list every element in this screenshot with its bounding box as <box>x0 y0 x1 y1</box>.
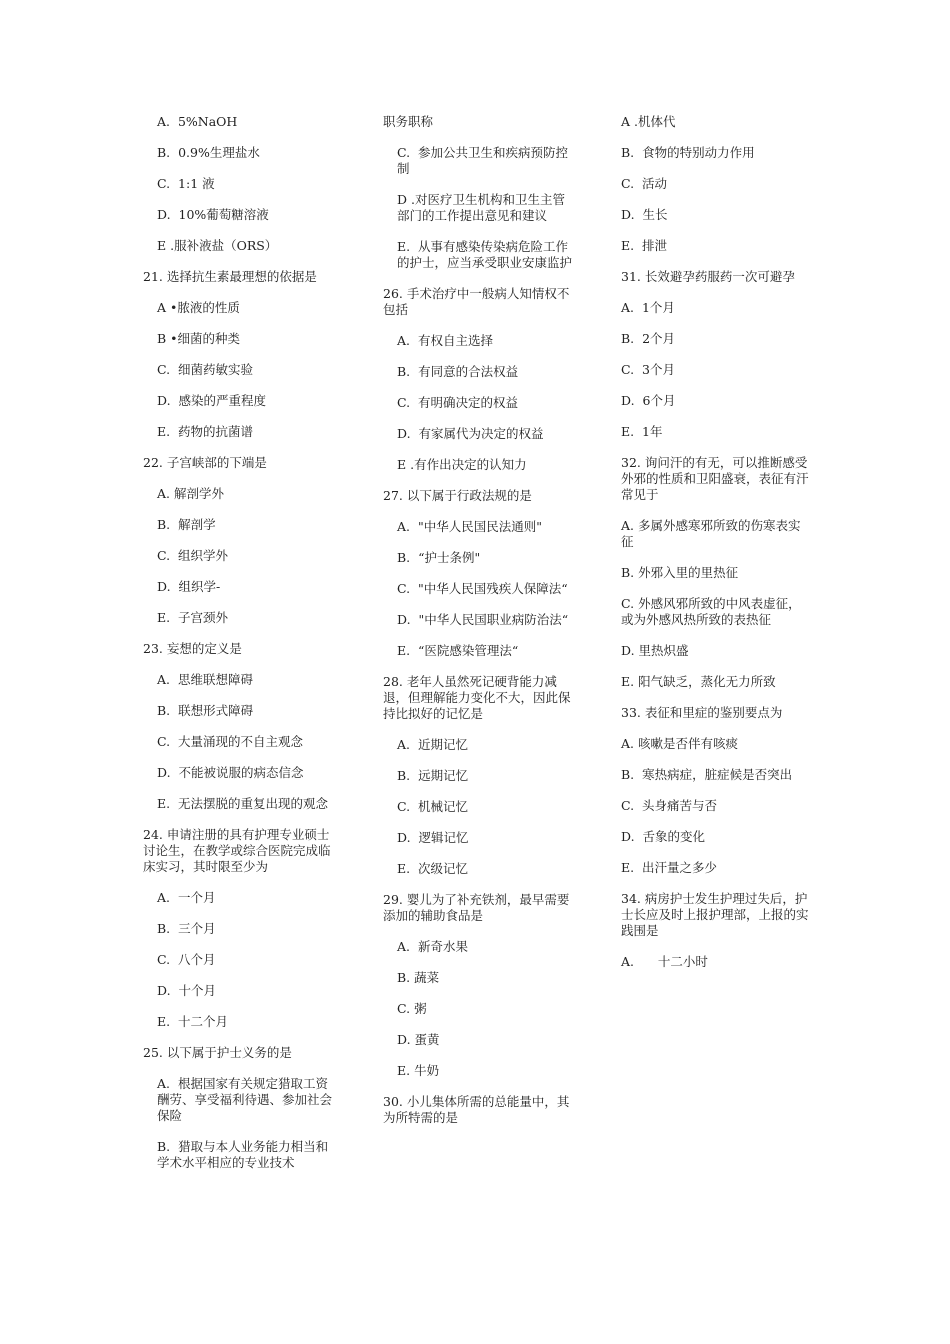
answer-option: B. 三个月 <box>157 921 216 936</box>
question-text: E. 阳气缺乏，蒸化无力所致 <box>621 674 776 689</box>
column-right <box>621 114 811 985</box>
answer-option: B. 远期记忆 <box>397 768 469 783</box>
question-text: A .机体代 <box>621 114 676 129</box>
answer-option: A. 有权自主选择 <box>397 333 493 348</box>
answer-option: E .服补液盐（ORS） <box>157 238 278 253</box>
answer-option: C. 大量涌现的不自主观念 <box>157 734 304 749</box>
question-text: E. 出汗量之多少 <box>621 860 718 875</box>
answer-option: D. 组织学- <box>157 579 221 594</box>
question-text: A. 十二小时 <box>621 954 708 969</box>
answer-option: B. 联想形式障碍 <box>157 703 254 718</box>
question-text: 30. 小儿集体所需的总能量中，其为所特需的是 <box>383 1094 570 1125</box>
question-text: D. 6个月 <box>621 393 676 408</box>
question-text: B. 外邪入里的里热征 <box>621 565 739 580</box>
answer-option: E .有作出决定的认知力 <box>397 457 527 472</box>
answer-option: E. 药物的抗菌谱 <box>157 424 254 439</box>
question-text: 27. 以下属于行政法规的是 <box>383 488 532 503</box>
answer-option: C. 组织学外 <box>157 548 229 563</box>
question-text: C. 头身痛苦与否 <box>621 798 718 813</box>
answer-option: D. "中华人民国职业病防治法“ <box>397 612 569 627</box>
answer-option: A. 5%NaOH <box>157 114 238 129</box>
answer-option: C. "中华人民国残疾人保障法“ <box>397 581 568 596</box>
answer-option: C. 机械记忆 <box>397 799 469 814</box>
answer-option: B. 蔬菜 <box>397 970 440 985</box>
question-text: C. 活动 <box>621 176 668 191</box>
answer-option: E. 次级记忆 <box>397 861 469 876</box>
question-text: 25. 以下属于护士义务的是 <box>143 1045 292 1060</box>
question-text: E. 1年 <box>621 424 663 439</box>
column-left <box>143 114 333 1186</box>
question-text: B. 寒热病症，脏症候是否突出 <box>621 767 793 782</box>
question-text: D. 里热炽盛 <box>621 643 689 658</box>
question-text: B. 食物的特别动力作用 <box>621 145 755 160</box>
column-middle <box>383 114 573 1141</box>
question-text: E. 排泄 <box>621 238 668 253</box>
answer-option: A. 一个月 <box>157 890 216 905</box>
question-text: 23. 妄想的定义是 <box>143 641 242 656</box>
answer-option: B. 有同意的合法权益 <box>397 364 519 379</box>
answer-option: A. 思维联想障碍 <box>157 672 253 687</box>
answer-option: C. 参加公共卫生和疾病预防控制 <box>397 145 569 176</box>
answer-option: B. “护士条例" <box>397 550 481 565</box>
answer-option: D. 感染的严重程度 <box>157 393 266 408</box>
answer-option: B. 解剖学 <box>157 517 216 532</box>
answer-option: E. “医院感染管理法“ <box>397 643 519 658</box>
answer-option: D. 10%葡萄糖溶液 <box>157 207 269 222</box>
answer-option: D. 蛋黄 <box>397 1032 440 1047</box>
answer-option: A. 新奇水果 <box>397 939 468 954</box>
question-text: 24. 申请注册的具有护理专业硕士讨论生，在教学或综合医院完成临床实习，其时限至少为 <box>143 827 331 874</box>
answer-option: B. 猎取与本人业务能力相当和学术水平相应的专业技术 <box>157 1139 329 1170</box>
question-text: D. 生长 <box>621 207 668 222</box>
question-text: D. 舌象的变化 <box>621 829 705 844</box>
answer-option: D .对医疗卫生机构和卫生主管部门的工作提出意见和建议 <box>397 192 565 223</box>
question-text: 32. 询问汗的有无，可以推断感受外邪的性质和卫阳盛衰，表征有汗常见于 <box>621 455 809 502</box>
answer-option: A. 根据国家有关规定猎取工资酬劳、享受福利待遇、参加社会保险 <box>157 1076 333 1123</box>
answer-option: E. 从事有感染传染病危险工作的护士，应当承受职业安康监护 <box>397 239 573 270</box>
question-text: B. 2个月 <box>621 331 676 346</box>
answer-option: A. "中华人民国民法通则" <box>397 519 542 534</box>
answer-option: E. 无法摆脱的重复出现的观念 <box>157 796 329 811</box>
question-text: 职务职称 <box>383 114 434 129</box>
question-text: 34. 病房护士发生护理过失后，护士长应及时上报护理部，上报的实践围是 <box>621 891 809 938</box>
answer-option: C. 细菌药敏实验 <box>157 362 254 377</box>
answer-option: D. 不能被说服的病态信念 <box>157 765 304 780</box>
answer-option: A. 解剖学外 <box>157 486 224 501</box>
answer-option: C. 八个月 <box>157 952 216 967</box>
question-text: 29. 婴儿为了补充铁剂，最早需要添加的辅助食品是 <box>383 892 570 923</box>
question-text: A. 1个月 <box>621 300 675 315</box>
question-text: C. 外感风邪所致的中风表虚征，或为外感风热所致的表热征 <box>621 596 801 627</box>
answer-option: A •脓液的性质 <box>157 300 240 315</box>
answer-option: B •细菌的种类 <box>157 331 241 346</box>
question-text: A. 咳嗽是否伴有咳痰 <box>621 736 738 751</box>
answer-option: D. 有家属代为决定的权益 <box>397 426 544 441</box>
answer-option: C. 粥 <box>397 1001 427 1016</box>
question-text: C. 3个月 <box>621 362 675 377</box>
question-text: A. 多属外感寒邪所致的伤寒表实征 <box>621 518 801 549</box>
question-text: 31. 长效避孕药服药一次可避孕 <box>621 269 795 284</box>
answer-option: B. 0.9%生理盐水 <box>157 145 260 160</box>
answer-option: C. 1:1 液 <box>157 176 215 191</box>
answer-option: A. 近期记忆 <box>397 737 468 752</box>
answer-option: E. 牛奶 <box>397 1063 440 1078</box>
question-text: 21. 选择抗生素最理想的依据是 <box>143 269 317 284</box>
answer-option: E. 子宫颈外 <box>157 610 229 625</box>
answer-option: D. 十个月 <box>157 983 216 998</box>
question-text: 28. 老年人虽然死记硬背能力减退，但理解能力变化不大，因此保持比拟好的记忆是 <box>383 674 571 721</box>
question-text: 26. 手术治疗中一般病人知情权不包括 <box>383 286 570 317</box>
answer-option: E. 十二个月 <box>157 1014 229 1029</box>
question-text: 33. 表征和里症的鉴别要点为 <box>621 705 783 720</box>
answer-option: D. 逻辑记忆 <box>397 830 469 845</box>
answer-option: C. 有明确决定的权益 <box>397 395 519 410</box>
question-text: 22. 子宫峡部的下端是 <box>143 455 267 470</box>
